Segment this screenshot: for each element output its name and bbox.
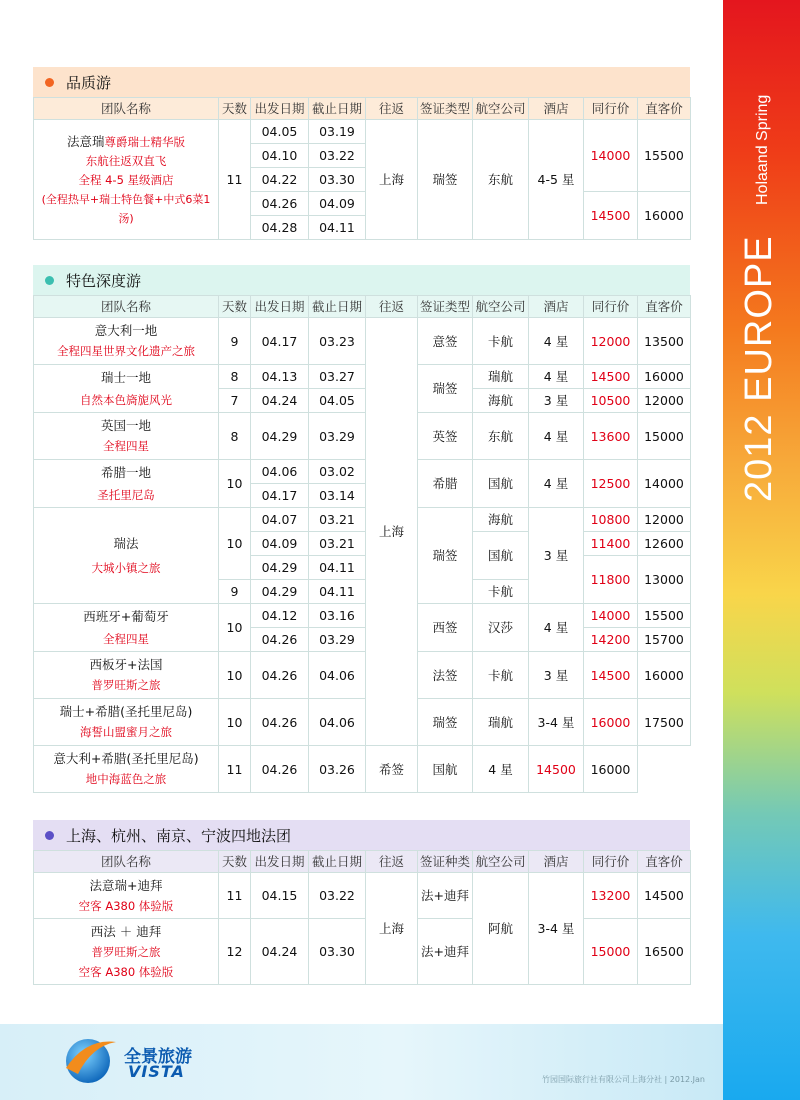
tour-name: 西板牙+法国 <box>89 657 163 672</box>
col-agent-price: 同行价 <box>584 851 638 873</box>
depart-date: 04.17 <box>251 484 309 508</box>
col-retail-price: 直客价 <box>638 98 691 120</box>
hotel: 3 星 <box>529 508 584 604</box>
airline: 海航 <box>473 389 529 413</box>
col-hotel: 酒店 <box>529 98 584 120</box>
table-row <box>34 604 691 628</box>
days: 8 <box>219 365 251 389</box>
agent-price: 15000 <box>584 919 638 985</box>
col-agent-price: 同行价 <box>584 98 638 120</box>
col-name: 团队名称 <box>34 98 219 120</box>
deadline-date: 03.30 <box>309 919 366 985</box>
col-depart: 出发日期 <box>251 296 309 318</box>
days: 9 <box>219 580 251 604</box>
tour-name-cell <box>34 746 219 793</box>
agent-price: 11800 <box>584 556 638 604</box>
tour-subtitle: 地中海蓝色之旅 <box>85 772 167 786</box>
hotel: 3-4 星 <box>529 699 584 746</box>
tour-subtitle: 海誓山盟蜜月之旅 <box>80 725 172 739</box>
depart-date: 04.29 <box>251 580 309 604</box>
tour-note: (全程热早+瑞士特色餐+中式6菜1汤) <box>41 192 211 225</box>
col-route: 往返 <box>366 98 418 120</box>
col-airline: 航空公司 <box>473 851 529 873</box>
tour-name: 瑞士一地 <box>100 369 151 385</box>
days: 10 <box>219 508 251 580</box>
col-deadline: 截止日期 <box>309 98 366 120</box>
depart-date: 04.26 <box>251 192 309 216</box>
agent-price: 11400 <box>584 532 638 556</box>
tour-subtitle: 空客 A380 体验版 <box>78 898 174 913</box>
col-depart: 出发日期 <box>251 98 309 120</box>
depart-date: 04.12 <box>251 604 309 628</box>
days: 9 <box>219 318 251 365</box>
retail-price: 15500 <box>638 604 691 628</box>
hotel: 4 星 <box>529 365 584 389</box>
retail-price: 16000 <box>638 652 691 699</box>
section-header <box>33 265 690 295</box>
tour-name: 意大利+希腊(圣托里尼岛) <box>53 751 199 766</box>
tour-name-cell <box>34 413 219 460</box>
airline: 东航 <box>473 413 529 460</box>
bullet-icon <box>45 78 54 87</box>
depart-date: 04.26 <box>251 652 309 699</box>
col-visa: 签证类型 <box>418 98 473 120</box>
agent-price: 14500 <box>584 192 638 240</box>
airline: 国航 <box>473 532 529 580</box>
tour-subtitle: 全程四星 <box>103 631 149 646</box>
tour-name: 瑞法 <box>113 535 139 551</box>
deadline-date: 03.19 <box>309 120 366 144</box>
days: 10 <box>219 460 251 508</box>
retail-price: 14000 <box>638 460 691 508</box>
days: 12 <box>219 919 251 985</box>
tour-name: 意大利一地 <box>94 323 158 338</box>
route: 上海 <box>366 873 418 985</box>
airline: 东航 <box>473 120 529 240</box>
tour-name: 西班牙+葡萄牙 <box>83 608 169 624</box>
tour-name-cell <box>34 873 219 919</box>
depart-date: 04.26 <box>251 628 309 652</box>
agent-price: 12500 <box>584 460 638 508</box>
deadline-date: 03.14 <box>309 484 366 508</box>
airline: 阿航 <box>473 873 529 985</box>
col-route: 往返 <box>366 851 418 873</box>
depart-date: 04.05 <box>251 120 309 144</box>
days: 11 <box>219 120 251 240</box>
retail-price: 14500 <box>638 873 691 919</box>
agent-price: 10800 <box>584 508 638 532</box>
bullet-icon <box>45 276 54 285</box>
table-row <box>34 365 691 389</box>
deadline-date: 03.23 <box>309 318 366 365</box>
col-agent-price: 同行价 <box>584 296 638 318</box>
hotel: 4 星 <box>473 746 529 793</box>
airline: 卡航 <box>473 652 529 699</box>
deep-tour-table <box>33 295 691 793</box>
tour-name-cell <box>34 652 219 699</box>
depart-date: 04.10 <box>251 144 309 168</box>
side-title <box>723 0 800 1100</box>
tour-name-cell <box>34 120 219 240</box>
agent-price: 12000 <box>584 318 638 365</box>
days: 10 <box>219 604 251 652</box>
deadline-date: 04.06 <box>309 699 366 746</box>
deadline-date: 03.22 <box>309 873 366 919</box>
depart-date: 04.28 <box>251 216 309 240</box>
retail-price: 16000 <box>584 746 638 793</box>
table-row <box>34 652 691 699</box>
days: 10 <box>219 652 251 699</box>
section-deep-tour <box>33 265 690 793</box>
table-row <box>34 120 691 144</box>
agent-price: 14000 <box>584 120 638 192</box>
airline: 瑞航 <box>473 365 529 389</box>
tour-subtitle: 空客 A380 体验版 <box>78 964 174 979</box>
hotel: 4 星 <box>529 318 584 365</box>
deadline-date: 03.27 <box>309 365 366 389</box>
depart-date: 04.22 <box>251 168 309 192</box>
col-visa: 签证类型 <box>418 296 473 318</box>
depart-date: 04.24 <box>251 919 309 985</box>
tour-name-cell <box>34 365 219 413</box>
table-row <box>34 460 691 484</box>
table-header-row <box>34 851 691 873</box>
visa: 法+迪拜 <box>418 919 473 985</box>
logo-chinese: 全景旅游 <box>124 1047 192 1067</box>
col-deadline: 截止日期 <box>309 296 366 318</box>
table-row <box>34 318 691 365</box>
bullet-icon <box>45 831 54 840</box>
logo-english: VISTA <box>128 1062 185 1081</box>
table-row <box>34 699 691 746</box>
table-row <box>34 508 691 532</box>
col-days: 天数 <box>219 296 251 318</box>
depart-date: 04.24 <box>251 389 309 413</box>
hotel: 3-4 星 <box>529 873 584 985</box>
col-name: 团队名称 <box>34 296 219 318</box>
retail-price: 15500 <box>638 120 691 192</box>
days: 7 <box>219 389 251 413</box>
tour-subtitle: 自然本色旖旎风光 <box>80 392 172 407</box>
four-city-tour-table <box>33 850 691 985</box>
airline: 卡航 <box>473 318 529 365</box>
depart-date: 04.15 <box>251 873 309 919</box>
tour-subtitle: 普罗旺斯之旅 <box>91 678 161 692</box>
depart-date: 04.26 <box>251 746 309 793</box>
retail-price: 13000 <box>638 556 691 604</box>
tour-name: 瑞士+希腊(圣托里尼岛) <box>59 704 193 719</box>
airline: 国航 <box>473 460 529 508</box>
depart-date: 04.26 <box>251 699 309 746</box>
col-depart: 出发日期 <box>251 851 309 873</box>
airline: 瑞航 <box>473 699 529 746</box>
section-title: 品质游 <box>66 73 112 92</box>
deadline-date: 03.22 <box>309 144 366 168</box>
deadline-date: 03.26 <box>309 746 366 793</box>
table-header-row <box>34 98 691 120</box>
hotel: 4-5 星 <box>529 120 584 240</box>
retail-price: 16000 <box>638 192 691 240</box>
tour-name-cell <box>34 604 219 652</box>
airline: 卡航 <box>473 580 529 604</box>
airline: 国航 <box>418 746 473 793</box>
depart-date: 04.09 <box>251 532 309 556</box>
agent-price: 14500 <box>584 652 638 699</box>
deadline-date: 03.21 <box>309 532 366 556</box>
retail-price: 12000 <box>638 508 691 532</box>
col-route: 往返 <box>366 296 418 318</box>
tour-name-cell <box>34 919 219 985</box>
agent-price: 13600 <box>584 413 638 460</box>
table-header-row <box>34 296 691 318</box>
tour-subtitle: 大城小镇之旅 <box>91 560 161 575</box>
hotel: 4 星 <box>529 413 584 460</box>
tour-name: 法意瑞+迪拜 <box>89 877 163 893</box>
banner-title: 2012 EUROPE <box>738 235 780 502</box>
visa: 瑞签 <box>418 365 473 413</box>
deadline-date: 03.16 <box>309 604 366 628</box>
airline: 汉莎 <box>473 604 529 652</box>
agent-price: 14500 <box>584 365 638 389</box>
tour-name: 英国一地 <box>100 418 151 433</box>
company-name: 竹园国际旅行社有限公司上海分社 | 2012.Jan <box>541 1075 705 1084</box>
visa: 西签 <box>418 604 473 652</box>
agent-price: 13200 <box>584 873 638 919</box>
route: 上海 <box>366 318 418 746</box>
col-days: 天数 <box>219 851 251 873</box>
table-row <box>34 873 691 919</box>
deadline-date: 03.29 <box>309 628 366 652</box>
section-quality-tour <box>33 67 690 240</box>
col-hotel: 酒店 <box>529 851 584 873</box>
days: 10 <box>219 699 251 746</box>
deadline-date: 04.09 <box>309 192 366 216</box>
tour-subtitle: 尊爵瑞士精华版 <box>104 134 185 149</box>
retail-price: 12600 <box>638 532 691 556</box>
col-visa: 签证种类 <box>418 851 473 873</box>
deadline-date: 04.06 <box>309 652 366 699</box>
airline: 海航 <box>473 508 529 532</box>
visa: 意签 <box>418 318 473 365</box>
tour-note: 全程 4-5 星级酒店 <box>78 172 174 187</box>
visa: 希腊 <box>418 460 473 508</box>
days: 8 <box>219 413 251 460</box>
deadline-date: 04.11 <box>309 556 366 580</box>
hotel: 3 星 <box>529 389 584 413</box>
depart-date: 04.29 <box>251 556 309 580</box>
retail-price: 13500 <box>638 318 691 365</box>
depart-date: 04.07 <box>251 508 309 532</box>
table-row <box>34 919 691 985</box>
tour-note: 东航往返双直飞 <box>85 153 167 168</box>
deadline-date: 04.05 <box>309 389 366 413</box>
col-days: 天数 <box>219 98 251 120</box>
col-deadline: 截止日期 <box>309 851 366 873</box>
retail-price: 16500 <box>638 919 691 985</box>
visa: 瑞签 <box>418 699 473 746</box>
col-hotel: 酒店 <box>529 296 584 318</box>
table-row <box>34 413 691 460</box>
depart-date: 04.06 <box>251 460 309 484</box>
agent-price: 16000 <box>584 699 638 746</box>
tour-name-cell <box>34 460 219 508</box>
deadline-date: 03.29 <box>309 413 366 460</box>
col-retail-price: 直客价 <box>638 851 691 873</box>
agent-price: 14200 <box>584 628 638 652</box>
col-airline: 航空公司 <box>473 296 529 318</box>
depart-date: 04.17 <box>251 318 309 365</box>
section-header <box>33 820 690 850</box>
table-row <box>34 746 691 793</box>
deadline-date: 03.21 <box>309 508 366 532</box>
retail-price: 15700 <box>638 628 691 652</box>
route: 上海 <box>366 120 418 240</box>
tour-subtitle: 全程四星世界文化遗产之旅 <box>57 344 195 358</box>
depart-date: 04.29 <box>251 413 309 460</box>
visa: 希签 <box>366 746 418 793</box>
tour-name-cell <box>34 318 219 365</box>
deadline-date: 04.11 <box>309 216 366 240</box>
side-color-band <box>723 0 800 1100</box>
section-header <box>33 67 690 97</box>
visa: 法+迪拜 <box>418 873 473 919</box>
visa: 英签 <box>418 413 473 460</box>
deadline-date: 04.11 <box>309 580 366 604</box>
tour-subtitle: 全程四星 <box>103 439 149 453</box>
section-title: 特色深度游 <box>66 271 142 290</box>
agent-price: 14500 <box>529 746 584 793</box>
days: 11 <box>219 746 251 793</box>
agent-price: 10500 <box>584 389 638 413</box>
banner-subtitle: Holaand Spring <box>754 94 771 205</box>
visa: 瑞签 <box>418 120 473 240</box>
tour-subtitle: 普罗旺斯之旅 <box>91 944 161 959</box>
col-airline: 航空公司 <box>473 98 529 120</box>
hotel: 4 星 <box>529 604 584 652</box>
agent-price: 14000 <box>584 604 638 628</box>
tour-name: 西法 ＋ 迪拜 <box>90 923 162 939</box>
visa: 瑞签 <box>418 508 473 604</box>
quality-tour-table <box>33 97 691 240</box>
retail-price: 17500 <box>638 699 691 746</box>
footer <box>0 1024 723 1100</box>
tour-name: 法意瑞 <box>66 133 105 149</box>
col-retail-price: 直客价 <box>638 296 691 318</box>
retail-price: 16000 <box>638 365 691 389</box>
section-title: 上海、杭州、南京、宁波四地法团 <box>66 826 292 845</box>
tour-name-cell <box>34 508 219 604</box>
retail-price: 12000 <box>638 389 691 413</box>
col-name: 团队名称 <box>34 851 219 873</box>
tour-name-cell <box>34 699 219 746</box>
hotel: 3 星 <box>529 652 584 699</box>
depart-date: 04.13 <box>251 365 309 389</box>
section-four-city-tour <box>33 820 690 985</box>
hotel: 4 星 <box>529 460 584 508</box>
tour-subtitle: 圣托里尼岛 <box>97 487 155 502</box>
deadline-date: 03.02 <box>309 460 366 484</box>
deadline-date: 03.30 <box>309 168 366 192</box>
visa: 法签 <box>418 652 473 699</box>
tour-name: 希腊一地 <box>100 464 151 480</box>
days: 11 <box>219 873 251 919</box>
retail-price: 15000 <box>638 413 691 460</box>
vista-logo-icon <box>58 1028 120 1090</box>
